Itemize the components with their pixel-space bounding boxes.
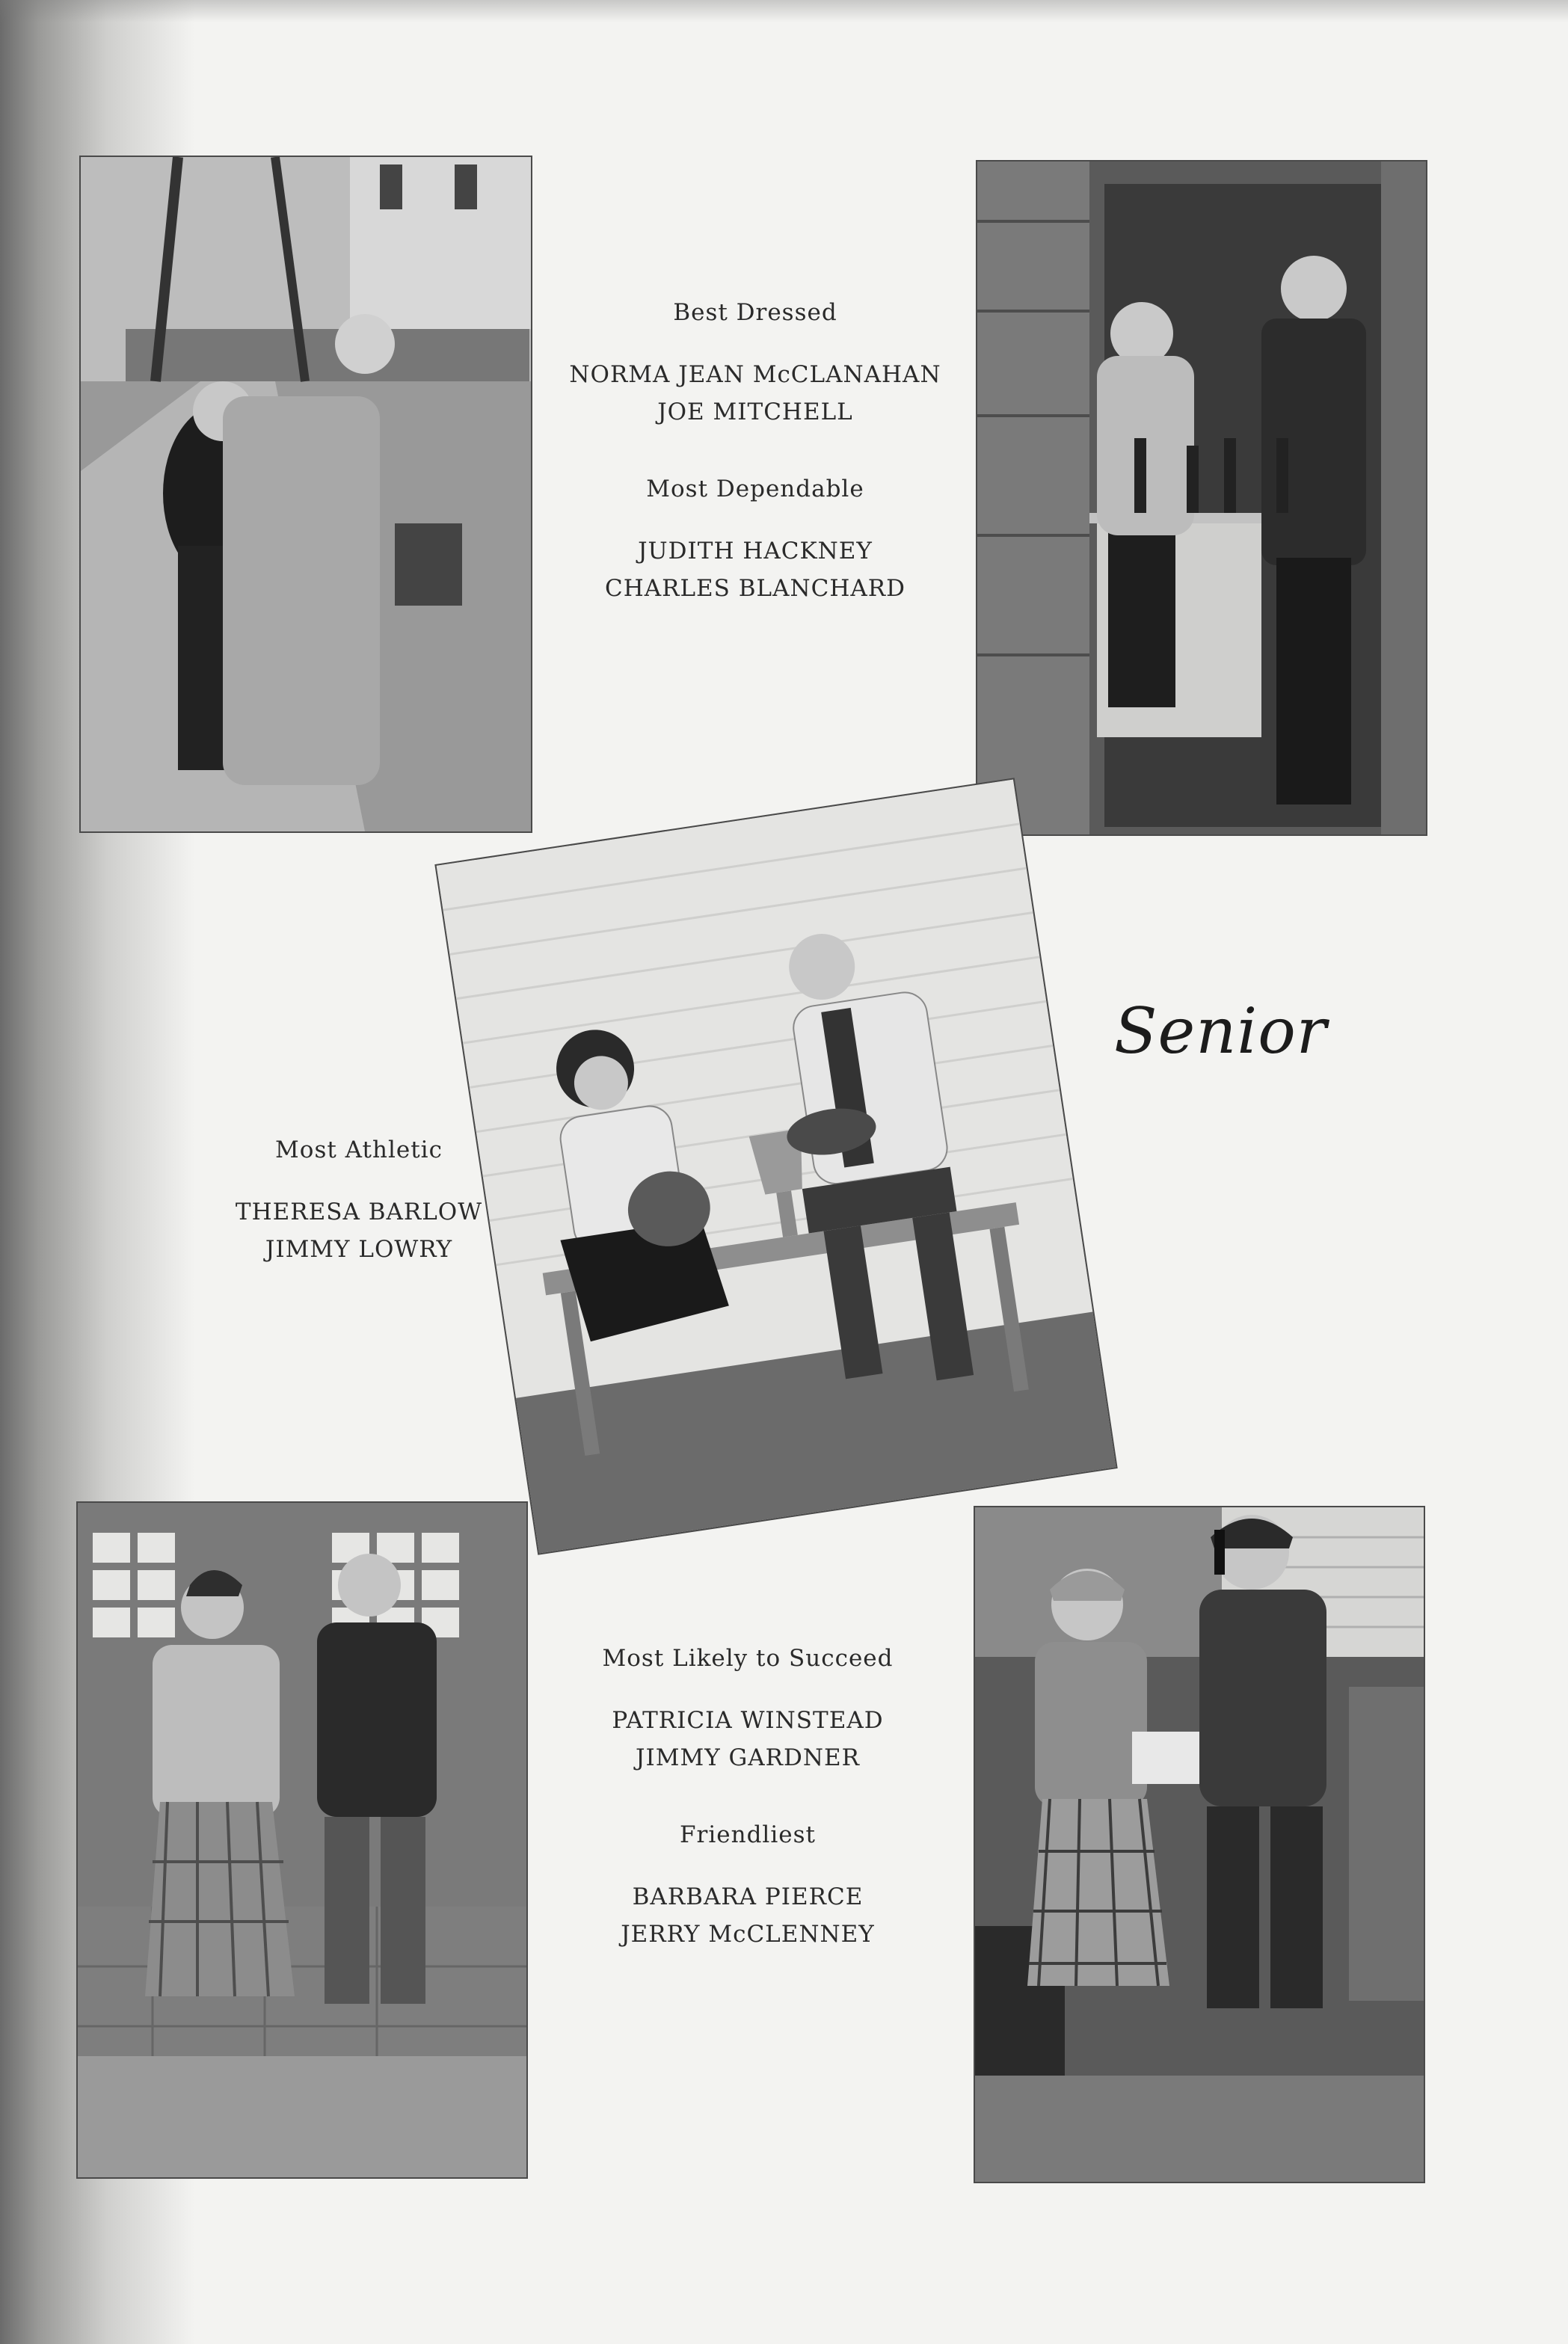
award-name: JIMMY LOWRY <box>265 1236 453 1263</box>
award-name: NORMA JEAN McCLANAHAN <box>569 361 941 388</box>
photo-most-dependable <box>977 162 1426 834</box>
award-name: BARBARA PIERCE <box>632 1883 864 1910</box>
award-best-dressed <box>546 299 965 431</box>
award-names <box>546 356 965 431</box>
award-title: Friendliest <box>680 1821 816 1848</box>
award-title: Most Dependable <box>646 476 864 502</box>
award-most-dependable <box>546 476 965 607</box>
page-heading: Senior <box>1114 994 1327 1068</box>
top-edge-shadow <box>0 0 1568 22</box>
photo-friendliest <box>975 1507 1424 2182</box>
award-title: Best Dressed <box>673 299 837 326</box>
caption-bottom <box>538 1645 957 1953</box>
caption-top <box>546 299 965 607</box>
photo-best-dressed <box>81 157 531 831</box>
caption-middle <box>172 1136 546 1268</box>
award-name: JUDITH HACKNEY <box>638 538 873 565</box>
photo-most-likely-to-succeed <box>78 1503 526 2177</box>
award-names <box>538 1702 957 1777</box>
award-name: JIMMY GARDNER <box>636 1744 860 1771</box>
award-name: PATRICIA WINSTEAD <box>612 1707 884 1734</box>
award-names <box>546 532 965 607</box>
award-name: JOE MITCHELL <box>657 399 853 425</box>
award-names <box>538 1878 957 1953</box>
award-friendliest <box>538 1821 957 1953</box>
award-name: CHARLES BLANCHARD <box>604 575 906 602</box>
award-title: Most Likely to Succeed <box>602 1645 894 1672</box>
award-title: Most Athletic <box>275 1136 443 1163</box>
award-name: JERRY McCLENNEY <box>621 1921 875 1948</box>
award-name: THERESA BARLOW <box>235 1199 483 1225</box>
award-names <box>172 1193 546 1268</box>
award-most-athletic <box>172 1136 546 1268</box>
award-most-likely-to-succeed <box>538 1645 957 1777</box>
